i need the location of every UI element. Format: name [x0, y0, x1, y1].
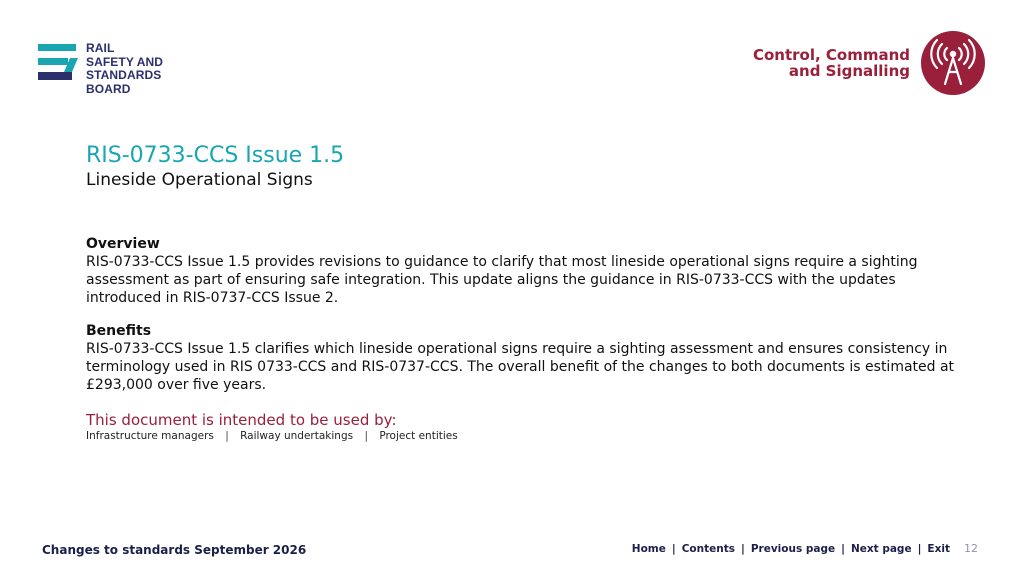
- audience-item: Infrastructure managers: [86, 430, 214, 442]
- page-number: 12: [964, 542, 978, 555]
- logo-line-4: BOARD: [86, 81, 131, 96]
- category-title: [753, 47, 910, 80]
- overview-body: RIS-0733-CCS Issue 1.5 provides revisions to guidance to clarify that most lineside operational signs require a sighting assessment as part of ensuring safe integration. This update aligns the guidance in RIS-0733-CCS with the updates introduced in RIS-0737-CCS Issue 2.: [86, 254, 918, 306]
- nav-separator: |: [917, 543, 922, 555]
- nav-previous-page-link[interactable]: Previous page: [750, 543, 836, 555]
- benefits-body: RIS-0733-CCS Issue 1.5 clarifies which lineside operational signs require a sighting assessment and ensures consistency in terminology used in RIS 0733-CCS and RIS-0737-CCS. The overall benefit of the changes to both documents is estimated at £293,000 over five years.: [86, 341, 955, 393]
- overview-section: [86, 235, 956, 307]
- audience-separator: |: [225, 430, 229, 442]
- nav-separator: |: [671, 543, 676, 555]
- audience-list: [86, 430, 458, 442]
- logo-line-2: SAFETY AND: [86, 54, 164, 69]
- rssb-logo: [38, 42, 163, 96]
- footer-navigation: [632, 543, 950, 555]
- audience-item: Project entities: [379, 430, 458, 442]
- nav-separator: |: [741, 543, 745, 555]
- logo-line-1: RAIL: [86, 41, 115, 55]
- benefits-section: [86, 322, 956, 394]
- rssb-logo-mark-icon: [38, 42, 80, 84]
- benefits-heading: Benefits: [86, 323, 152, 339]
- audience-item: Railway undertakings: [240, 430, 354, 442]
- nav-exit-link[interactable]: Exit: [927, 543, 950, 555]
- logo-line-3: STANDARDS: [86, 68, 162, 82]
- category-header: [753, 30, 986, 96]
- nav-next-page-link[interactable]: Next page: [850, 543, 912, 555]
- category-title-line-1: Control, Command: [752, 45, 910, 64]
- document-code: RIS-0733-CCS Issue 1.5: [86, 143, 345, 168]
- nav-home-link[interactable]: Home: [631, 543, 666, 555]
- nav-contents-link[interactable]: Contents: [681, 543, 735, 555]
- footer-title: Changes to standards September 2026: [42, 543, 307, 557]
- category-title-line-2: and Signalling: [788, 62, 910, 80]
- audience-separator: |: [364, 430, 368, 442]
- rssb-logo-text: [86, 42, 163, 96]
- document-subtitle: Lineside Operational Signs: [86, 170, 313, 190]
- signal-mast-icon: [920, 30, 986, 96]
- overview-heading: Overview: [86, 236, 160, 252]
- nav-separator: |: [841, 543, 845, 555]
- audience-section: [86, 411, 458, 442]
- audience-heading: This document is intended to be used by:: [86, 411, 397, 429]
